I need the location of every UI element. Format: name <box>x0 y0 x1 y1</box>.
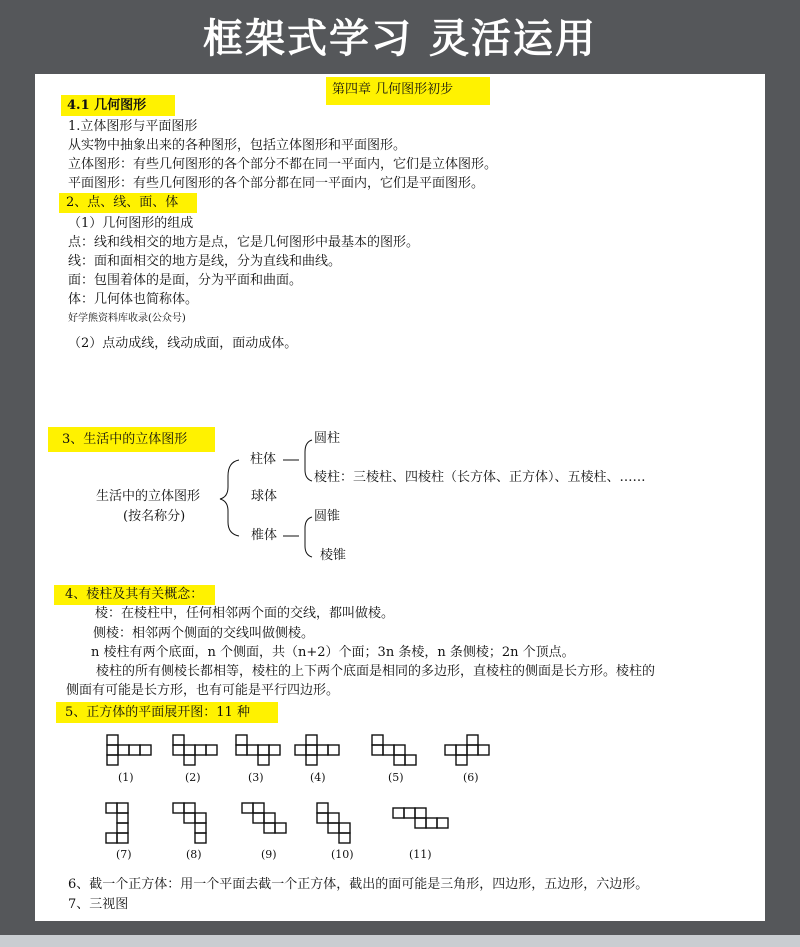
document-page <box>35 74 765 921</box>
s1-line-2: 从实物中抽象出来的各种图形，包括立体图形和平面图形。 <box>68 138 407 153</box>
cube-net-1 <box>106 734 154 766</box>
s1-line-3: 立体图形：有些几何图形的各个部分不都在同一平面内，它们是立体图形。 <box>68 157 498 172</box>
tree-root-sublabel: (按名称分) <box>123 509 186 524</box>
cube-net-8 <box>172 802 220 846</box>
tree-node-zhuti: 柱体 <box>250 452 277 467</box>
s2-line-5: 体：几何体也简称体。 <box>68 292 199 307</box>
cube-net-10 <box>316 802 364 846</box>
cube-net-label-6: (6) <box>463 771 479 784</box>
tree-node-qiuti: 球体 <box>251 489 278 504</box>
section-3-heading: 3、生活中的立体图形 <box>62 432 188 447</box>
cube-net-label-9: (9) <box>261 848 277 861</box>
cube-net-7 <box>105 802 133 846</box>
chapter-title: 第四章 几何图形初步 <box>332 82 454 97</box>
cube-net-label-11: (11) <box>409 848 432 861</box>
tree-node-zhuiti: 椎体 <box>251 528 278 543</box>
cube-net-3 <box>235 734 283 766</box>
banner-title: 框架式学习 灵活运用 <box>203 16 597 62</box>
s4-line-2: 侧棱：相邻两个侧面的交线叫做侧棱。 <box>93 626 315 641</box>
cube-net-label-5: (5) <box>388 771 404 784</box>
cube-net-6 <box>444 734 492 766</box>
section-5-heading: 5、正方体的平面展开图：11 种 <box>65 705 250 720</box>
cube-net-label-8: (8) <box>186 848 202 861</box>
s2-line-3: 线：面和面相交的地方是线，分为直线和曲线。 <box>68 254 342 269</box>
cube-net-2 <box>172 734 220 766</box>
tree-leaf-yuanzhu: 圆柱 <box>314 431 341 446</box>
tree-root-label: 生活中的立体图形 <box>96 489 201 504</box>
s1-line-1: 1.立体图形与平面图形 <box>68 119 198 134</box>
cube-net-4 <box>294 734 342 766</box>
cube-net-9 <box>241 802 289 846</box>
section-4-heading: 4、棱柱及其有关概念： <box>65 587 204 602</box>
s7-line: 7、三视图 <box>68 897 129 912</box>
s4-line-1: 棱：在棱柱中，任何相邻两个面的交线，都叫做棱。 <box>95 606 395 621</box>
s2-line-6: （2）点动成线，线动成面，面动成体。 <box>68 336 298 351</box>
s4-line-3: n 棱柱有两个底面，n 个侧面，共（n+2）个面；3n 条棱，n 条侧棱；2n 个顶点。 <box>91 645 575 660</box>
cube-net-label-4: (4) <box>310 771 326 784</box>
s6-line: 6、截一个正方体：用一个平面去截一个正方体，截出的面可能是三角形，四边形，五边形，六边形。 <box>68 877 649 892</box>
section-2-heading: 2、点、线、面、体 <box>66 195 179 210</box>
s1-line-4: 平面图形：有些几何图形的各个部分都在同一平面内，它们是平面图形。 <box>68 176 485 191</box>
bottom-strip <box>0 935 800 947</box>
s4-line-5: 侧面有可能是长方形，也有可能是平行四边形。 <box>66 683 340 698</box>
s2-line-4: 面：包围着体的是面，分为平面和曲面。 <box>68 273 303 288</box>
tree-leaf-lengzhui: 棱锥 <box>320 548 347 563</box>
cube-net-5 <box>371 734 419 766</box>
tree-leaf-lengzhu: 棱柱：三棱柱、四棱柱（长方体、正方体）、五棱柱、…… <box>314 470 646 485</box>
cube-net-label-2: (2) <box>185 771 201 784</box>
s4-line-4: 棱柱的所有侧棱长都相等，棱柱的上下两个底面是相同的多边形，直棱柱的侧面是长方形。棱柱的 <box>96 664 656 679</box>
cube-net-label-7: (7) <box>116 848 132 861</box>
s2-source-note: 好学熊资料库收录(公众号) <box>68 313 186 324</box>
s2-line-2: 点：线和线相交的地方是点，它是几何图形中最基本的图形。 <box>68 235 420 250</box>
s2-line-1: （1）几何图形的组成 <box>68 216 194 231</box>
cube-net-label-3: (3) <box>248 771 264 784</box>
cube-net-11 <box>392 807 454 831</box>
cube-net-label-1: (1) <box>118 771 134 784</box>
cube-net-label-10: (10) <box>331 848 354 861</box>
tree-leaf-yuanzhui: 圆锥 <box>314 509 341 524</box>
section-1-heading: 4.1 几何图形 <box>67 98 147 113</box>
